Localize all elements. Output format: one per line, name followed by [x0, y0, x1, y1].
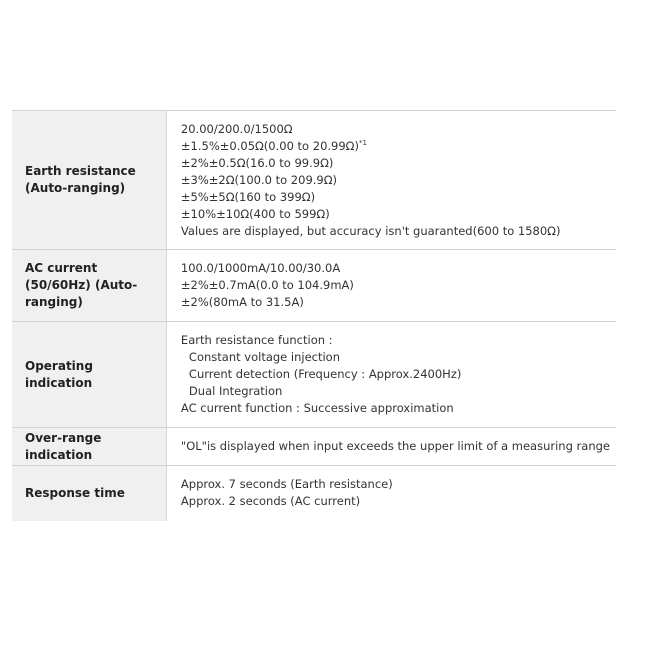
spec-row-operating-indication [12, 322, 616, 428]
spec-line: 100.0/1000mA/10.00/30.0A [180, 261, 341, 275]
spec-line: Current detection (Frequency : Approx.2400Hz) [188, 367, 462, 381]
spec-line: AC current function : Successive approximation [180, 401, 454, 415]
footnote-marker: *1 [358, 138, 367, 147]
specifications-table [12, 110, 616, 521]
spec-line: ±5%±5Ω(160 to 399Ω) [180, 189, 316, 204]
spec-line: ±3%±2Ω(100.0 to 209.9Ω) [180, 172, 338, 187]
spec-value [166, 322, 616, 428]
spec-line: Constant voltage injection [188, 350, 341, 364]
spec-line-text: ±1.5%±0.05Ω(0.00 to 20.99Ω) [180, 138, 359, 153]
spec-value [166, 111, 616, 250]
spec-line: Approx. 7 seconds (Earth resistance) [180, 477, 393, 492]
spec-line: 20.00/200.0/1500Ω [180, 121, 293, 136]
spec-line: ±2%±0.5Ω(16.0 to 99.9Ω) [180, 155, 334, 170]
spec-line: Values are displayed, but accuracy isn't guaranted(600 to 1580Ω) [180, 223, 561, 238]
spec-row-earth-resistance [12, 111, 616, 250]
spec-value [166, 466, 616, 521]
spec-line-with-footnote [181, 138, 610, 155]
spec-line: "OL"is displayed when input exceeds the upper limit of a measuring range [180, 439, 610, 453]
spec-value [166, 250, 616, 322]
spec-line: Earth resistance function : [180, 333, 333, 347]
spec-label: Response time [12, 466, 166, 521]
spec-value [166, 428, 616, 466]
spec-row-over-range-indication [12, 428, 616, 466]
spec-line: Approx. 2 seconds (AC current) [180, 494, 361, 509]
spec-line: Dual Integration [188, 384, 283, 398]
spec-row-ac-current [12, 250, 616, 322]
spec-row-response-time [12, 466, 616, 521]
spec-label: Over-range indication [12, 428, 166, 466]
spec-line: ±2%±0.7mA(0.0 to 104.9mA) [180, 278, 354, 292]
spec-line: ±2%(80mA to 31.5A) [180, 295, 304, 309]
spec-label: Operating indication [12, 322, 166, 428]
spec-label: Earth resistance (Auto-ranging) [12, 111, 166, 250]
spec-label: AC current (50/60Hz) (Auto-ranging) [12, 250, 166, 322]
spec-line: ±10%±10Ω(400 to 599Ω) [180, 206, 330, 221]
